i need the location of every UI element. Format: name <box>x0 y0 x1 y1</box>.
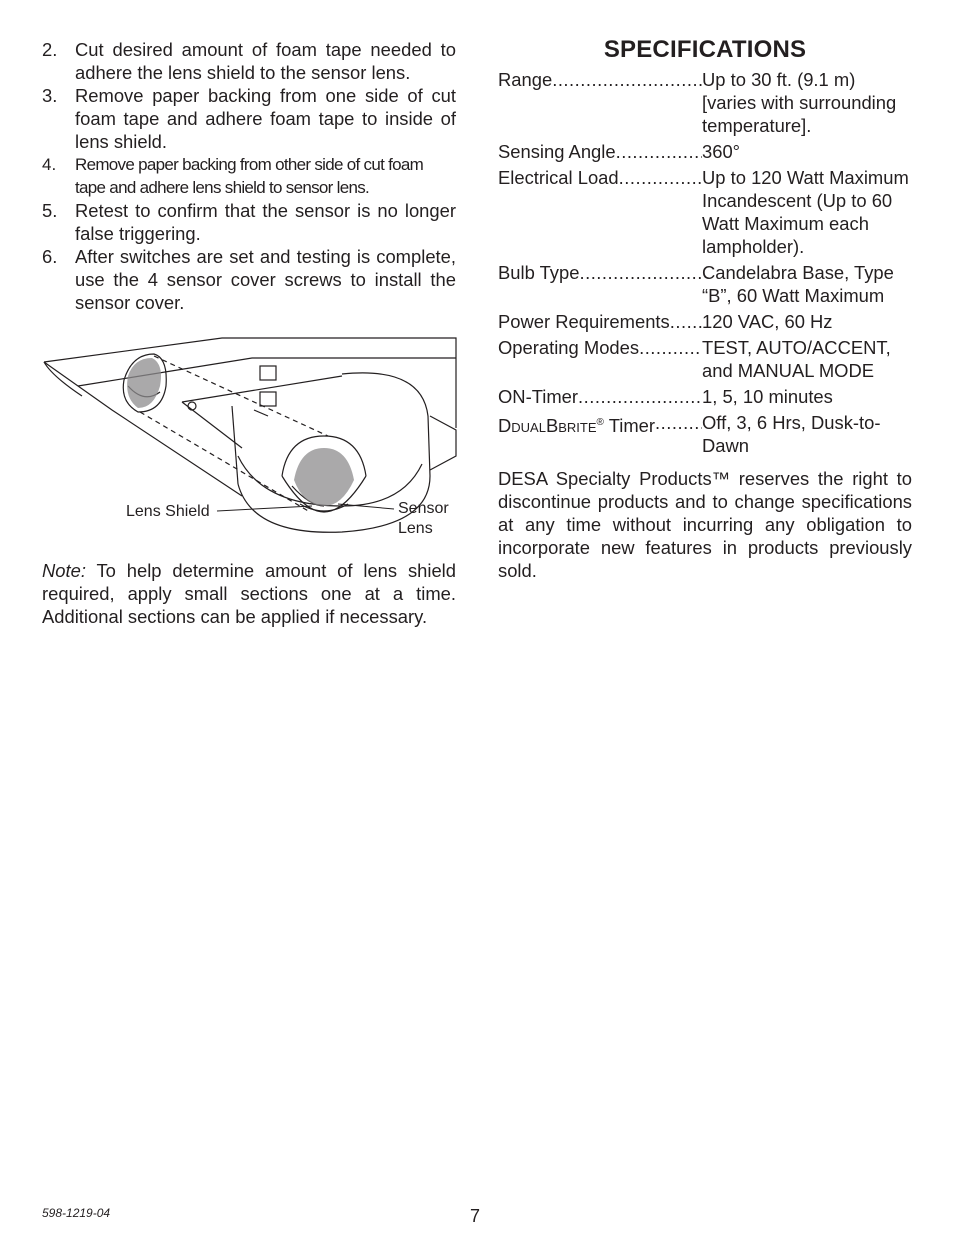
leader-dots <box>655 411 702 457</box>
step-number: 3. <box>42 85 58 106</box>
leader-dots <box>619 166 702 258</box>
step-number: 5. <box>42 200 58 221</box>
spec-row-dualbrite-timer <box>498 411 918 457</box>
spec-value: 1, 5, 10 minutes <box>702 386 833 407</box>
step-text: Retest to confirm that the sensor is no longer false triggering. <box>75 200 456 244</box>
step-text: After switches are set and testing is complete, use the 4 sensor cover screws to install the sensor cover. <box>75 246 456 313</box>
spec-row-electrical-load <box>498 166 918 258</box>
step-2 <box>42 38 456 84</box>
spec-label: Operating Modes <box>498 337 640 358</box>
document-code: 598-1219-04 <box>42 1206 111 1220</box>
spec-value: 120 VAC, 60 Hz <box>702 311 833 332</box>
spec-label: Sensing Angle <box>498 141 616 162</box>
spec-row-power <box>498 310 918 333</box>
spec-row-sensing-angle <box>498 140 918 163</box>
leader-dots <box>616 140 702 163</box>
installation-steps <box>42 38 456 314</box>
step-6 <box>42 245 456 314</box>
leader-dots <box>578 385 702 408</box>
leader-dots <box>639 336 702 382</box>
spec-label-wrap <box>498 261 702 307</box>
lens-shield-callout: Lens Shield <box>126 503 210 520</box>
lens-shield-figure <box>42 336 458 546</box>
spec-row-operating-modes <box>498 336 918 382</box>
step-3 <box>42 84 456 153</box>
step-number: 6. <box>42 246 58 267</box>
spec-label: Bulb Type <box>498 262 580 283</box>
sensor-lens-callout-line2: Lens <box>398 520 433 537</box>
spec-value: Up to 30 ft. (9.1 m) [varies with surrounding temperature]. <box>702 69 897 136</box>
spec-value: Off, 3, 6 Hrs, Dusk-to-Dawn <box>702 412 881 456</box>
spec-row-range <box>498 68 918 137</box>
spec-label-wrap <box>498 310 702 333</box>
page-number: 7 <box>470 1206 481 1226</box>
sensor-lens-callout-line1: Sensor <box>398 500 449 517</box>
spec-label: DDUALBBRITE® Timer <box>498 415 656 437</box>
spec-label: Range <box>498 69 553 90</box>
step-number: 4. <box>42 155 57 174</box>
spec-label-wrap <box>498 68 702 137</box>
spec-value: Candelabra Base, Type “B”, 60 Watt Maximum <box>702 262 894 306</box>
spec-label-wrap <box>498 385 702 408</box>
spec-label-wrap <box>498 336 702 382</box>
step-4 <box>42 153 456 199</box>
step-text: Cut desired amount of foam tape needed to adhere the lens shield to the sensor lens. <box>75 39 456 83</box>
step-5 <box>42 199 456 245</box>
specifications-title: SPECIFICATIONS <box>603 36 807 63</box>
spec-label: ON-Timer <box>498 386 579 407</box>
spec-row-on-timer <box>498 385 918 408</box>
spec-label-wrap <box>498 140 702 163</box>
spec-label: Power Requirements <box>498 311 670 332</box>
disclaimer-paragraph: DESA Specialty Products™ reserves the right to discontinue products and to change specifications at any time without incurring any obligation to incorporate new features in products previously sold. <box>498 468 912 581</box>
label-suffix: Timer <box>603 415 656 437</box>
label-smallcaps-2: BRITE <box>558 420 597 436</box>
leader-dots <box>552 68 702 137</box>
label-smallcaps-1: DUAL <box>511 420 546 436</box>
leader-dots <box>670 310 702 333</box>
spec-value: Up to 120 Watt Maximum Incandescent (Up to 60 Watt Maximum each lampholder). <box>702 167 909 257</box>
step-text: Remove paper backing from one side of cut foam tape and adhere foam tape to inside of lens shield. <box>75 85 456 152</box>
spec-row-bulb-type <box>498 261 918 307</box>
registered-mark: ® <box>596 417 604 428</box>
step-text: Remove paper backing from other side of cut foam tape and adhere lens shield to sensor lens. <box>75 155 424 197</box>
leader-dots <box>579 261 702 307</box>
note-text: To help determine amount of lens shield required, apply small sections one at a time. Additional sections can be applied if necessary. <box>42 560 456 627</box>
specifications-list <box>498 68 918 460</box>
spec-label: Electrical Load <box>498 167 619 188</box>
spec-label-wrap <box>498 166 702 258</box>
note-paragraph <box>42 559 456 628</box>
note-lead: Note: <box>42 560 86 581</box>
spec-value: 360° <box>702 141 741 162</box>
spec-label-wrap <box>498 411 702 457</box>
spec-value: TEST, AUTO/ACCENT, and MANUAL MODE <box>702 337 891 381</box>
sensor-illustration <box>42 336 458 546</box>
step-number: 2. <box>42 39 58 60</box>
